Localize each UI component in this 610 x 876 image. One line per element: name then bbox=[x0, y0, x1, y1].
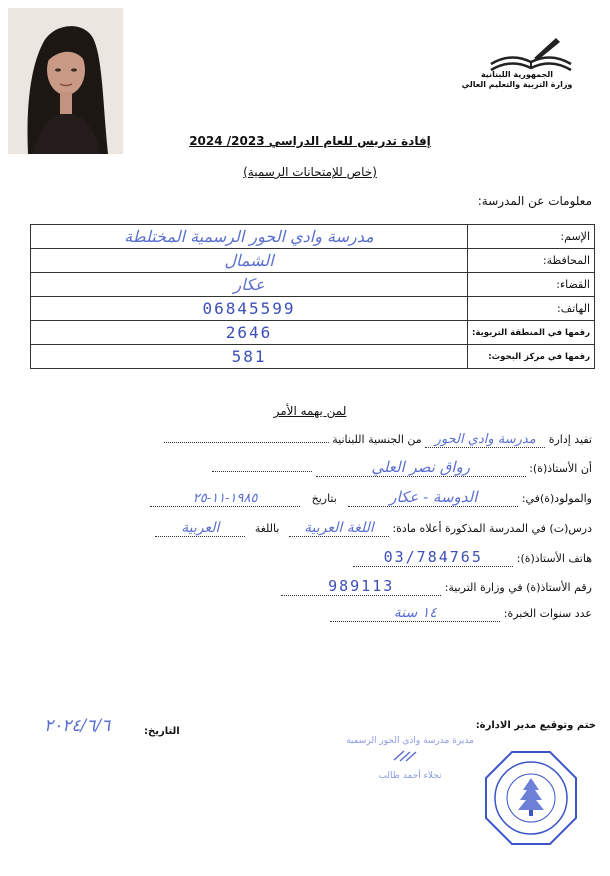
ministry-line-2: وزارة التربية والتعليم العالي bbox=[461, 80, 573, 89]
regional-number-label: رقمها في المنطقة التربوية: bbox=[468, 321, 595, 345]
table-row bbox=[31, 297, 595, 321]
table-row bbox=[31, 249, 595, 273]
governorate-label: المحافظة: bbox=[468, 249, 595, 273]
table-row bbox=[31, 321, 595, 345]
birthplace-handwritten: الدوسة - عكار bbox=[348, 488, 518, 507]
school-handwritten: مدرسة وادي الحور bbox=[425, 432, 545, 448]
ministry-line-1: الجمهورية اللبنانية bbox=[480, 70, 554, 79]
line-7-prefix: عدد سنوات الخبرة: bbox=[503, 607, 592, 620]
birthdate-handwritten: ١٩٨٥-١١-٢٥ bbox=[150, 491, 300, 507]
line-3-date-label: بتاريخ bbox=[311, 492, 337, 505]
dotted-fill bbox=[212, 471, 312, 472]
school-info-heading: معلومات عن المدرسة: bbox=[477, 194, 592, 208]
signature-label: ختم وتوقيع مدير الادارة: bbox=[475, 720, 596, 731]
school-name-label: الإسم: bbox=[468, 225, 595, 249]
declaration-line-4 bbox=[155, 520, 592, 537]
school-name-value: مدرسة وادي الحور الرسمية المختلطة bbox=[31, 225, 468, 249]
research-center-number-label: رقمها في مركز البحوث: bbox=[468, 345, 595, 369]
line-4-language-label: باللغة bbox=[254, 522, 280, 535]
declaration-line-2 bbox=[212, 458, 592, 477]
principal-name: نجلاء أحمد طالب bbox=[378, 771, 442, 781]
teacher-ministry-number-handwritten: 989113 bbox=[281, 577, 441, 596]
declaration-line-6 bbox=[281, 577, 592, 596]
table-row bbox=[31, 225, 595, 249]
regional-number-value: 2646 bbox=[31, 321, 468, 345]
experience-years-handwritten: ١٤ سنة bbox=[330, 605, 500, 622]
line-1-prefix: تفيد إدارة bbox=[548, 433, 592, 446]
principal-stamp bbox=[330, 734, 490, 783]
declaration-line-3 bbox=[150, 488, 592, 507]
language-handwritten: العربية bbox=[155, 520, 245, 537]
line-2-prefix: أن الأستاذ(ة): bbox=[529, 462, 592, 475]
line-4-prefix: درس(ت) في المدرسة المذكورة أعلاه مادة: bbox=[392, 522, 592, 535]
date-label: التاريخ: bbox=[144, 726, 180, 737]
governorate-value: الشمال bbox=[31, 249, 468, 273]
document-subtitle: (خاص للإمتحانات الرسمية) bbox=[243, 165, 377, 179]
dotted-fill bbox=[164, 442, 329, 443]
principal-title: مديرة مدرسة وادي الحور الرسمية bbox=[346, 736, 474, 746]
subject-handwritten: اللغة العربية bbox=[289, 520, 389, 537]
line-5-prefix: هاتف الأستاذ(ة): bbox=[516, 552, 592, 565]
school-round-stamp bbox=[482, 748, 580, 848]
teacher-name-handwritten: رواق نصر العلي bbox=[316, 458, 526, 477]
declaration-line-1 bbox=[164, 432, 592, 448]
declaration-line-7 bbox=[330, 605, 592, 622]
date-handwritten: ٢٠٢٤/٦/٦ bbox=[44, 716, 111, 736]
table-row bbox=[31, 345, 595, 369]
phone-value: 06845599 bbox=[31, 297, 468, 321]
to-whom-heading: لمن يهمه الأمر bbox=[273, 404, 347, 418]
applicant-photo bbox=[8, 8, 123, 154]
district-label: القضاء: bbox=[468, 273, 595, 297]
signature-scribble bbox=[390, 748, 430, 764]
line-3-prefix: والمولود(ة)في: bbox=[521, 492, 592, 505]
line-1-suffix: من الجنسية اللبنانية bbox=[332, 433, 422, 446]
line-6-prefix: رقم الأستاذ(ة) في وزارة التربية: bbox=[444, 581, 592, 594]
table-row bbox=[31, 273, 595, 297]
document-title: إفادة تدريس للعام الدراسي 2023/ 2024 bbox=[189, 134, 431, 148]
school-info-table bbox=[30, 224, 595, 369]
district-value: عكار bbox=[31, 273, 468, 297]
teacher-phone-handwritten: 03/784765 bbox=[353, 548, 513, 567]
research-center-number-value: 581 bbox=[31, 345, 468, 369]
phone-label: الهاتف: bbox=[468, 297, 595, 321]
declaration-line-5 bbox=[353, 548, 592, 567]
ministry-name bbox=[442, 70, 592, 90]
